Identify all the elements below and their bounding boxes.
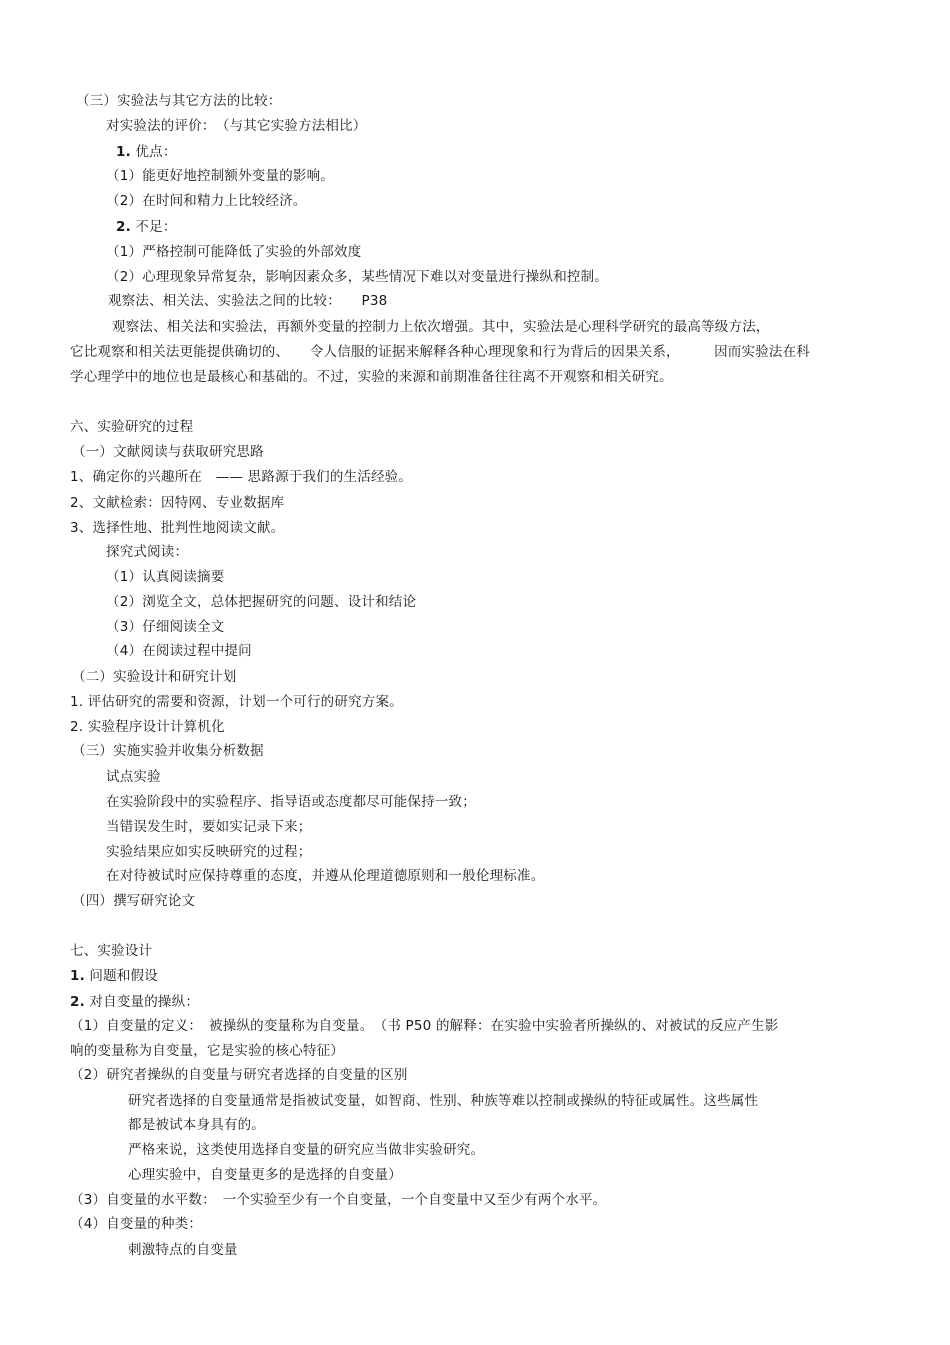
list-item: （1）自变量的定义： 被操纵的变量称为自变量。 （书 P50 的解释：在实验中实验者所操纵的、对被试的反应产生影 [70, 1018, 779, 1034]
section-heading-3b: （三）实施实验并收集分析数据 [72, 743, 264, 759]
paragraph-line: 学心理学中的地位也是最核心和基础的。不过，实验的来源和前期准备往往离不开观察和相关研究。 [70, 369, 673, 385]
chapter-heading-6: 六、实验研究的过程 [70, 419, 194, 435]
list-item: （2）浏览全文，总体把握研究的问题、设计和结论 [106, 594, 417, 610]
paragraph-line: 观察法、相关法和实验法，再额外变量的控制力上依次增强。其中，实验法是心理科学研究的最高等级方法， [112, 319, 770, 335]
section-heading-4: （四）撰写研究论文 [72, 893, 196, 909]
text-line: 探究式阅读： [106, 544, 189, 560]
text-line: 都是被试本身具有的。 [128, 1117, 265, 1133]
section-heading-2: （二）实验设计和研究计划 [72, 669, 237, 685]
section-heading-3: （三）实验法与其它方法的比较： [76, 93, 282, 109]
list-item: 3、选择性地、批判性地阅读文献。 [70, 520, 285, 536]
list-item: （3）仔细阅读全文 [106, 619, 225, 635]
text-line: 观察法、相关法、实验法之间的比较： P38 [108, 293, 388, 309]
list-item: （2）研究者操纵的自变量与研究者选择的自变量的区别 [70, 1067, 408, 1083]
text-line: 心理实验中，自变量更多的是选择的自变量） [128, 1167, 402, 1183]
list-item: （1）认真阅读摘要 [106, 569, 225, 585]
list-item: （2）在时间和精力上比较经济。 [106, 193, 307, 209]
text-line: 严格来说，这类使用选择自变量的研究应当做非实验研究。 [128, 1142, 485, 1158]
text-line: 实验结果应如实反映研究的过程； [106, 844, 312, 860]
list-item: 2、文献检索：因特网、专业数据库 [70, 495, 285, 511]
list-heading: 2. 对自变量的操纵： [70, 994, 200, 1010]
list-item: （2）心理现象异常复杂，影响因素众多，某些情况下难以对变量进行操纵和控制。 [106, 269, 608, 285]
list-heading: 1. 优点： [116, 144, 177, 160]
list-item: （3）自变量的水平数： 一个实验至少有一个自变量，一个自变量中又至少有两个水平。 [70, 1192, 607, 1208]
list-item-cont: 响的变量称为自变量，它是实验的核心特征） [70, 1043, 344, 1059]
list-item: （1）严格控制可能降低了实验的外部效度 [106, 244, 362, 260]
text-line: 刺激特点的自变量 [128, 1242, 238, 1258]
text-line: 试点实验 [106, 769, 161, 785]
text-line: 在对待被试时应保持尊重的态度，并遵从伦理道德原则和一般伦理标准。 [106, 868, 545, 884]
section-heading-1: （一）文献阅读与获取研究思路 [72, 444, 264, 460]
text-line: 对实验法的评价： （与其它实验方法相比） [106, 118, 367, 134]
text-line: 研究者选择的自变量通常是指被试变量，如智商、性别、种族等难以控制或操纵的特征或属性。这些属性 [128, 1093, 759, 1109]
list-item: 1. 评估研究的需要和资源，计划一个可行的研究方案。 [70, 694, 403, 710]
list-item: 2. 实验程序设计计算机化 [70, 719, 225, 735]
text-line: 当错误发生时，要如实记录下来； [106, 819, 312, 835]
paragraph-line: 它比观察和相关法更能提供确切的、 令人信服的证据来解释各种心理现象和行为背后的因果关系， 因而实验法在科 [70, 344, 810, 360]
list-heading: 1. 问题和假设 [70, 968, 158, 984]
list-item: 1、确定你的兴趣所在 —— 思路源于我们的生活经验。 [70, 469, 413, 485]
chapter-heading-7: 七、实验设计 [70, 943, 153, 959]
list-item: （4）在阅读过程中提问 [106, 643, 252, 659]
list-item: （4）自变量的种类： [70, 1216, 203, 1232]
list-heading: 2. 不足： [116, 219, 177, 235]
text-line: 在实验阶段中的实验程序、指导语或态度都尽可能保持一致； [106, 794, 476, 810]
list-item: （1）能更好地控制额外变量的影响。 [106, 168, 334, 184]
